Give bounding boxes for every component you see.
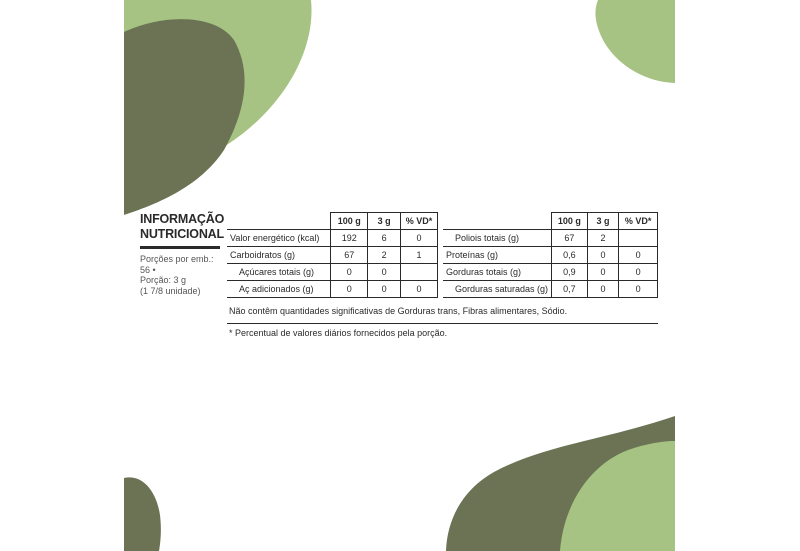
value-portion: 0 [587, 247, 618, 264]
table-row [443, 230, 658, 247]
nutrient-label: Poliois totais (g) [443, 230, 552, 247]
table-row [227, 281, 438, 298]
blob-top-left-dark [124, 19, 245, 215]
nutrient-label: Proteínas (g) [443, 247, 552, 264]
header-empty [443, 213, 552, 230]
header-vd: % VD* [401, 213, 438, 230]
table-row [443, 264, 658, 281]
title-line-2: NUTRICIONAL [140, 227, 224, 241]
table-row [443, 247, 658, 264]
value-vd: 1 [401, 247, 438, 264]
value-vd [619, 230, 658, 247]
serving-info [140, 254, 224, 296]
label-title [140, 212, 225, 242]
value-100g: 67 [331, 247, 368, 264]
title-line-1: INFORMAÇÃO [140, 212, 225, 226]
blob-bottom-left-dark [124, 477, 161, 551]
header-empty [227, 213, 331, 230]
header-100g: 100 g [331, 213, 368, 230]
table-row [227, 247, 438, 264]
table-header-row [227, 213, 438, 230]
value-vd: 0 [619, 281, 658, 298]
title-rule [140, 246, 220, 249]
nutrient-label: Gorduras totais (g) [443, 264, 552, 281]
nutrition-table-left [227, 212, 438, 298]
nutrient-label: Carboidratos (g) [227, 247, 331, 264]
portion-unit: (1 7/8 unidade) [140, 285, 201, 296]
footnote-daily-values: * Percentual de valores diários fornecidos pela porção. [229, 328, 448, 338]
value-portion: 0 [368, 264, 401, 281]
value-vd: 0 [401, 230, 438, 247]
table-header-row [443, 213, 658, 230]
value-vd [401, 264, 438, 281]
portion-size: Porção: 3 g [140, 275, 187, 285]
value-100g: 0,6 [552, 247, 588, 264]
value-portion: 2 [587, 230, 618, 247]
header-portion: 3 g [587, 213, 618, 230]
nutrition-table-right [443, 212, 658, 298]
value-portion: 0 [587, 281, 618, 298]
value-portion: 0 [368, 281, 401, 298]
value-vd: 0 [401, 281, 438, 298]
value-100g: 0,7 [552, 281, 588, 298]
footnote-not-significant: Não contêm quantidades significativas de Gorduras trans, Fibras alimentares, Sódio. [229, 306, 568, 316]
nutrient-label: Aç adicionados (g) [227, 281, 331, 298]
value-portion: 6 [368, 230, 401, 247]
value-portion: 2 [368, 247, 401, 264]
nutrition-tables [227, 212, 658, 299]
value-100g: 192 [331, 230, 368, 247]
portions-value: 56 • [140, 264, 156, 275]
value-100g: 0,9 [552, 264, 588, 281]
table-row [227, 264, 438, 281]
header-vd: % VD* [619, 213, 658, 230]
value-vd: 0 [619, 264, 658, 281]
value-100g: 0 [331, 281, 368, 298]
nutrient-label: Açúcares totais (g) [227, 264, 331, 281]
portions-label: Porções por emb.: [140, 254, 214, 264]
nutrient-label: Valor energético (kcal) [227, 230, 331, 247]
blob-top-right-light [595, 0, 675, 83]
value-100g: 67 [552, 230, 588, 247]
table-row [227, 230, 438, 247]
value-100g: 0 [331, 264, 368, 281]
header-100g: 100 g [552, 213, 588, 230]
nutrition-label [140, 212, 660, 347]
header-portion: 3 g [368, 213, 401, 230]
nutrient-label: Gorduras saturadas (g) [443, 281, 552, 298]
value-vd: 0 [619, 247, 658, 264]
value-portion: 0 [587, 264, 618, 281]
footnote-divider [227, 323, 658, 324]
table-row [443, 281, 658, 298]
